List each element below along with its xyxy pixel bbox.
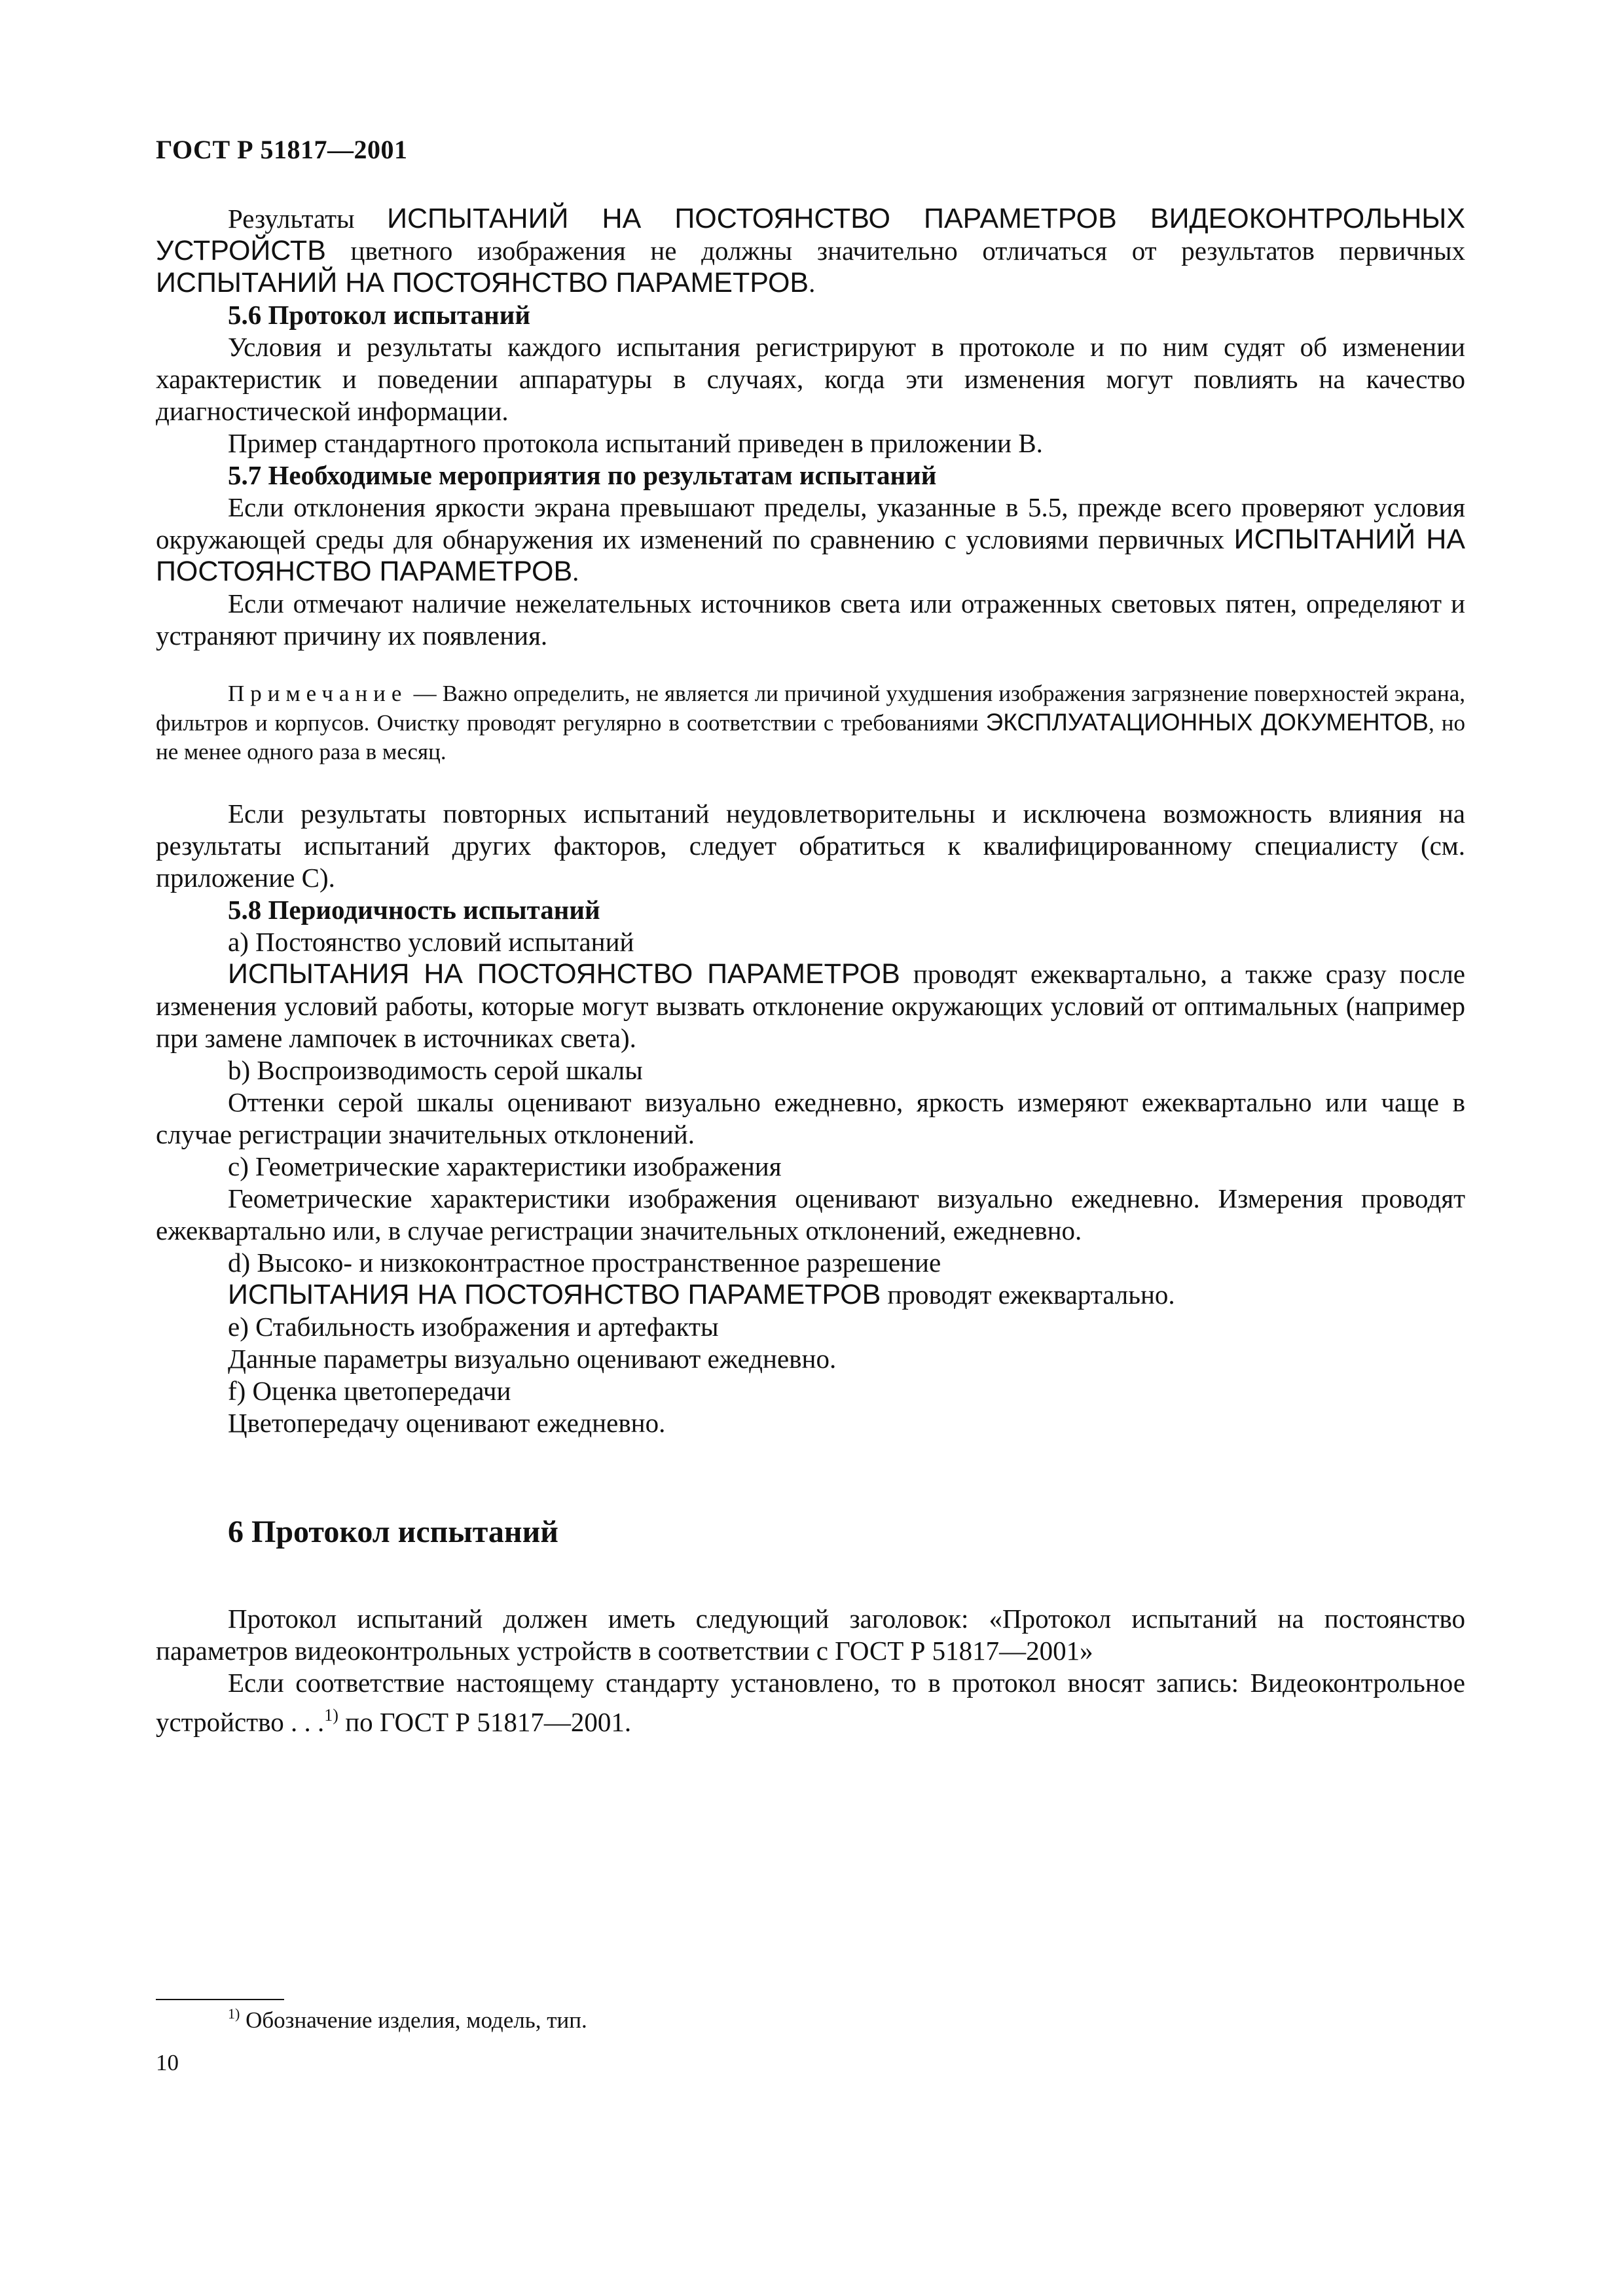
section-6-paragraph-2 bbox=[156, 1667, 1465, 1738]
section-5-7-paragraph-3: Если результаты повторных испытаний неудовлетворительны и исключена возможность влияния на результаты испытаний других факторов, следует обратиться к квалифицированному специалисту (см. приложение С). bbox=[156, 798, 1465, 893]
text-span: цветного изображения не должны значительно отличаться от результатов первичных bbox=[350, 236, 1465, 266]
caps-term: ИСПЫТАНИЙ НА ПОСТОЯНСТВО ПАРАМЕТРОВ bbox=[156, 267, 809, 298]
document-body bbox=[156, 203, 1465, 1738]
text-span: Результаты bbox=[228, 204, 355, 234]
document-header: ГОСТ Р 51817—2001 bbox=[156, 135, 408, 164]
footnote-reference: 1) bbox=[324, 1706, 338, 1725]
caps-term: ИСПЫТАНИЯ НА ПОСТОЯНСТВО ПАРАМЕТРОВ bbox=[228, 958, 900, 990]
section-5-6-paragraph-1: Условия и результаты каждого испытания регистрируют в протоколе и по ним судят об изменении характеристик и поведении аппаратуры в случаях, когда эти изменения могут повлиять на качество диагностической информации. bbox=[156, 332, 1465, 426]
section-5-7-title: 5.7 Необходимые мероприятия по результатам испытаний bbox=[228, 460, 937, 490]
item-a-text bbox=[156, 958, 1465, 1054]
item-b-text: Оттенки серой шкалы оценивают визуально ежедневно, яркость измеряют ежеквартально или чаще в случае регистрации значительных отклонений. bbox=[156, 1087, 1465, 1149]
text-span: — Важно определить, не является ли причиной ухудшения изображения загрязнение поверхностей экрана, фильтров и корпусов. Очистку проводят регулярно в соответствии с требованиями bbox=[156, 681, 1465, 736]
text-span: проводят ежеквартально, а также сразу после изменения условий работы, которые могут вызвать отклонение окружающих условий от оптимальных (например при замене лампочек в источниках света). bbox=[156, 959, 1465, 1053]
text-span: , но не менее одного раза в месяц. bbox=[156, 710, 1465, 764]
text-span: . bbox=[572, 556, 579, 586]
item-d-text bbox=[156, 1279, 1465, 1311]
footnote-mark: 1) bbox=[228, 2005, 240, 2022]
caps-term: ЭКСПЛУАТАЦИОННЫХ ДОКУМЕНТОВ bbox=[985, 709, 1429, 736]
caps-term: ИСПЫТАНИЙ НА ПОСТОЯНСТВО ПАРАМЕТРОВ ВИДЕОКОНТРОЛЬНЫХ УСТРОЙСТВ bbox=[156, 203, 1466, 266]
item-a-heading: а) Постоянство условий испытаний bbox=[228, 927, 634, 957]
item-e-heading: е) Стабильность изображения и артефакты bbox=[228, 1312, 719, 1342]
text-span: Если соответствие настоящему стандарту установлено, то в протокол вносят запись: Видеоконтрольное устройство . . . bbox=[156, 1668, 1465, 1737]
item-c-text: Геометрические характеристики изображения оценивают визуально ежедневно. Измерения проводят ежеквартально или, в случае регистрации значительных отклонений, ежедневно. bbox=[156, 1183, 1465, 1246]
item-c-heading: с) Геометрические характеристики изображения bbox=[228, 1151, 782, 1181]
item-b-heading: b) Воспроизводимость серой шкалы bbox=[228, 1055, 643, 1085]
text-span: по ГОСТ Р 51817—2001. bbox=[338, 1707, 632, 1737]
section-5-8-title: 5.8 Периодичность испытаний bbox=[228, 895, 600, 925]
note-paragraph bbox=[156, 679, 1465, 766]
section-5-7-paragraph-1 bbox=[156, 492, 1465, 588]
section-6-paragraph-1: Протокол испытаний должен иметь следующий заголовок: «Протокол испытаний на постоянство параметров видеоконтрольных устройств в соответствии с ГОСТ Р 51817—2001» bbox=[156, 1604, 1465, 1666]
footnote-separator bbox=[156, 1999, 284, 2000]
section-5-6-paragraph-2: Пример стандартного протокола испытаний приведен в приложении В. bbox=[228, 428, 1043, 458]
text-span: проводят ежеквартально. bbox=[881, 1280, 1175, 1310]
item-d-heading: d) Высоко- и низкоконтрастное пространственное разрешение bbox=[228, 1247, 941, 1278]
note-label: Примечание bbox=[228, 681, 408, 706]
text-span: Если отклонения яркости экрана превышают пределы, указанные в 5.5, прежде всего проверяют условия окружающей среды для обнаружения их изменений по сравнению с условиями первичных bbox=[156, 492, 1465, 554]
item-f-heading: f) Оценка цветопередачи bbox=[228, 1376, 511, 1406]
caps-term: ИСПЫТАНИЙ НА ПОСТОЯНСТВО ПАРАМЕТРОВ bbox=[156, 524, 1465, 587]
footnote-text: Обозначение изделия, модель, тип. bbox=[240, 2007, 587, 2033]
section-5-7-paragraph-2: Если отмечают наличие нежелательных источников света или отраженных световых пятен, определяют и устраняют причину их появления. bbox=[156, 588, 1465, 651]
paragraph-results bbox=[156, 203, 1465, 299]
footnote bbox=[228, 2005, 587, 2034]
page-number: 10 bbox=[156, 2050, 179, 2075]
section-6-title: 6 Протокол испытаний bbox=[228, 1515, 558, 1549]
item-f-text: Цветопередачу оценивают ежедневно. bbox=[228, 1408, 666, 1438]
caps-term: ИСПЫТАНИЯ НА ПОСТОЯНСТВО ПАРАМЕТРОВ bbox=[228, 1279, 881, 1310]
section-5-6-title: 5.6 Протокол испытаний bbox=[228, 300, 531, 330]
item-e-text: Данные параметры визуально оценивают ежедневно. bbox=[228, 1344, 837, 1374]
text-span: . bbox=[809, 268, 816, 298]
